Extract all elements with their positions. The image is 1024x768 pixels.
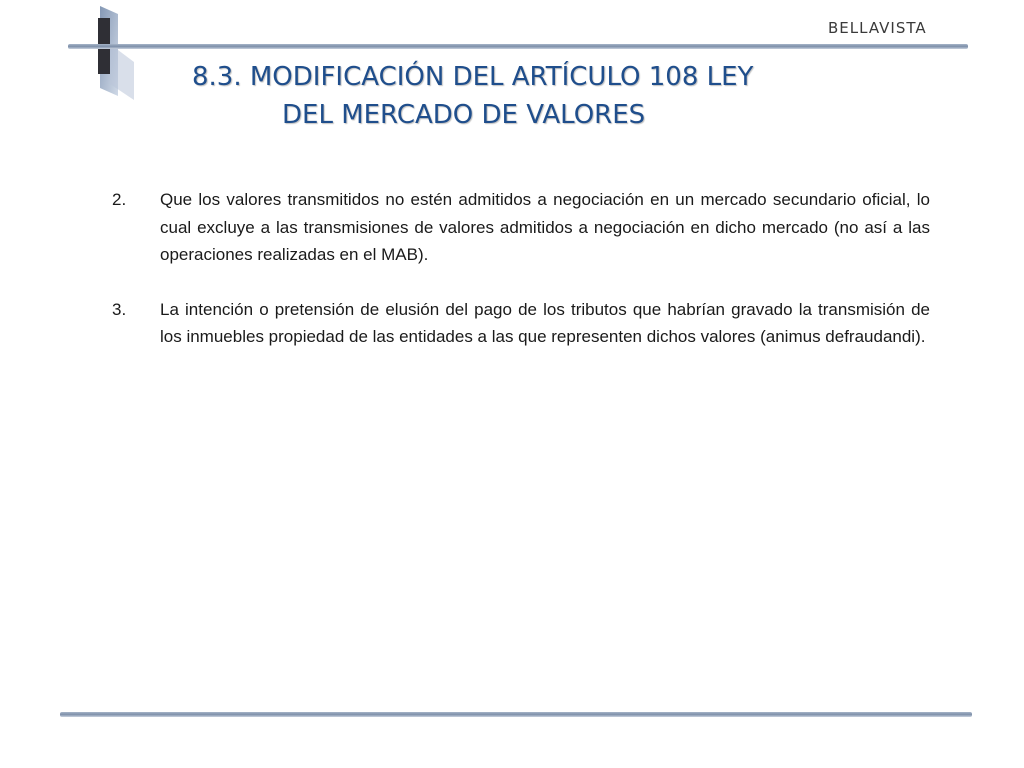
logo-mark-icon xyxy=(86,4,138,102)
brand-name: BELLAVISTA xyxy=(828,19,927,37)
bottom-divider xyxy=(60,712,972,717)
item-text: La intención o pretensión de elusión del pago de los tributos que habrían gravado la transmisión de los inmuebles propiedad de las entidades a las que representen dichos valores (animus defraudandi). xyxy=(160,299,930,346)
title-line-2: DEL MERCADO DE VALORES xyxy=(282,100,646,130)
slide-title xyxy=(192,58,952,138)
list-item xyxy=(112,186,930,269)
content-list xyxy=(112,186,930,351)
top-divider xyxy=(68,44,968,49)
title-line-1: 8.3. MODIFICACIÓN DEL ARTÍCULO 108 LEY xyxy=(192,62,754,92)
item-number: 3. xyxy=(112,299,127,319)
item-text: Que los valores transmitidos no estén admitidos a negociación en un mercado secundario oficial, lo cual excluye a las transmisiones de valores admitidos a negociación en dicho mercado (no así a las operaciones realizadas en el MAB). xyxy=(160,190,930,264)
item-number: 2. xyxy=(112,190,127,209)
list-item xyxy=(112,296,930,351)
